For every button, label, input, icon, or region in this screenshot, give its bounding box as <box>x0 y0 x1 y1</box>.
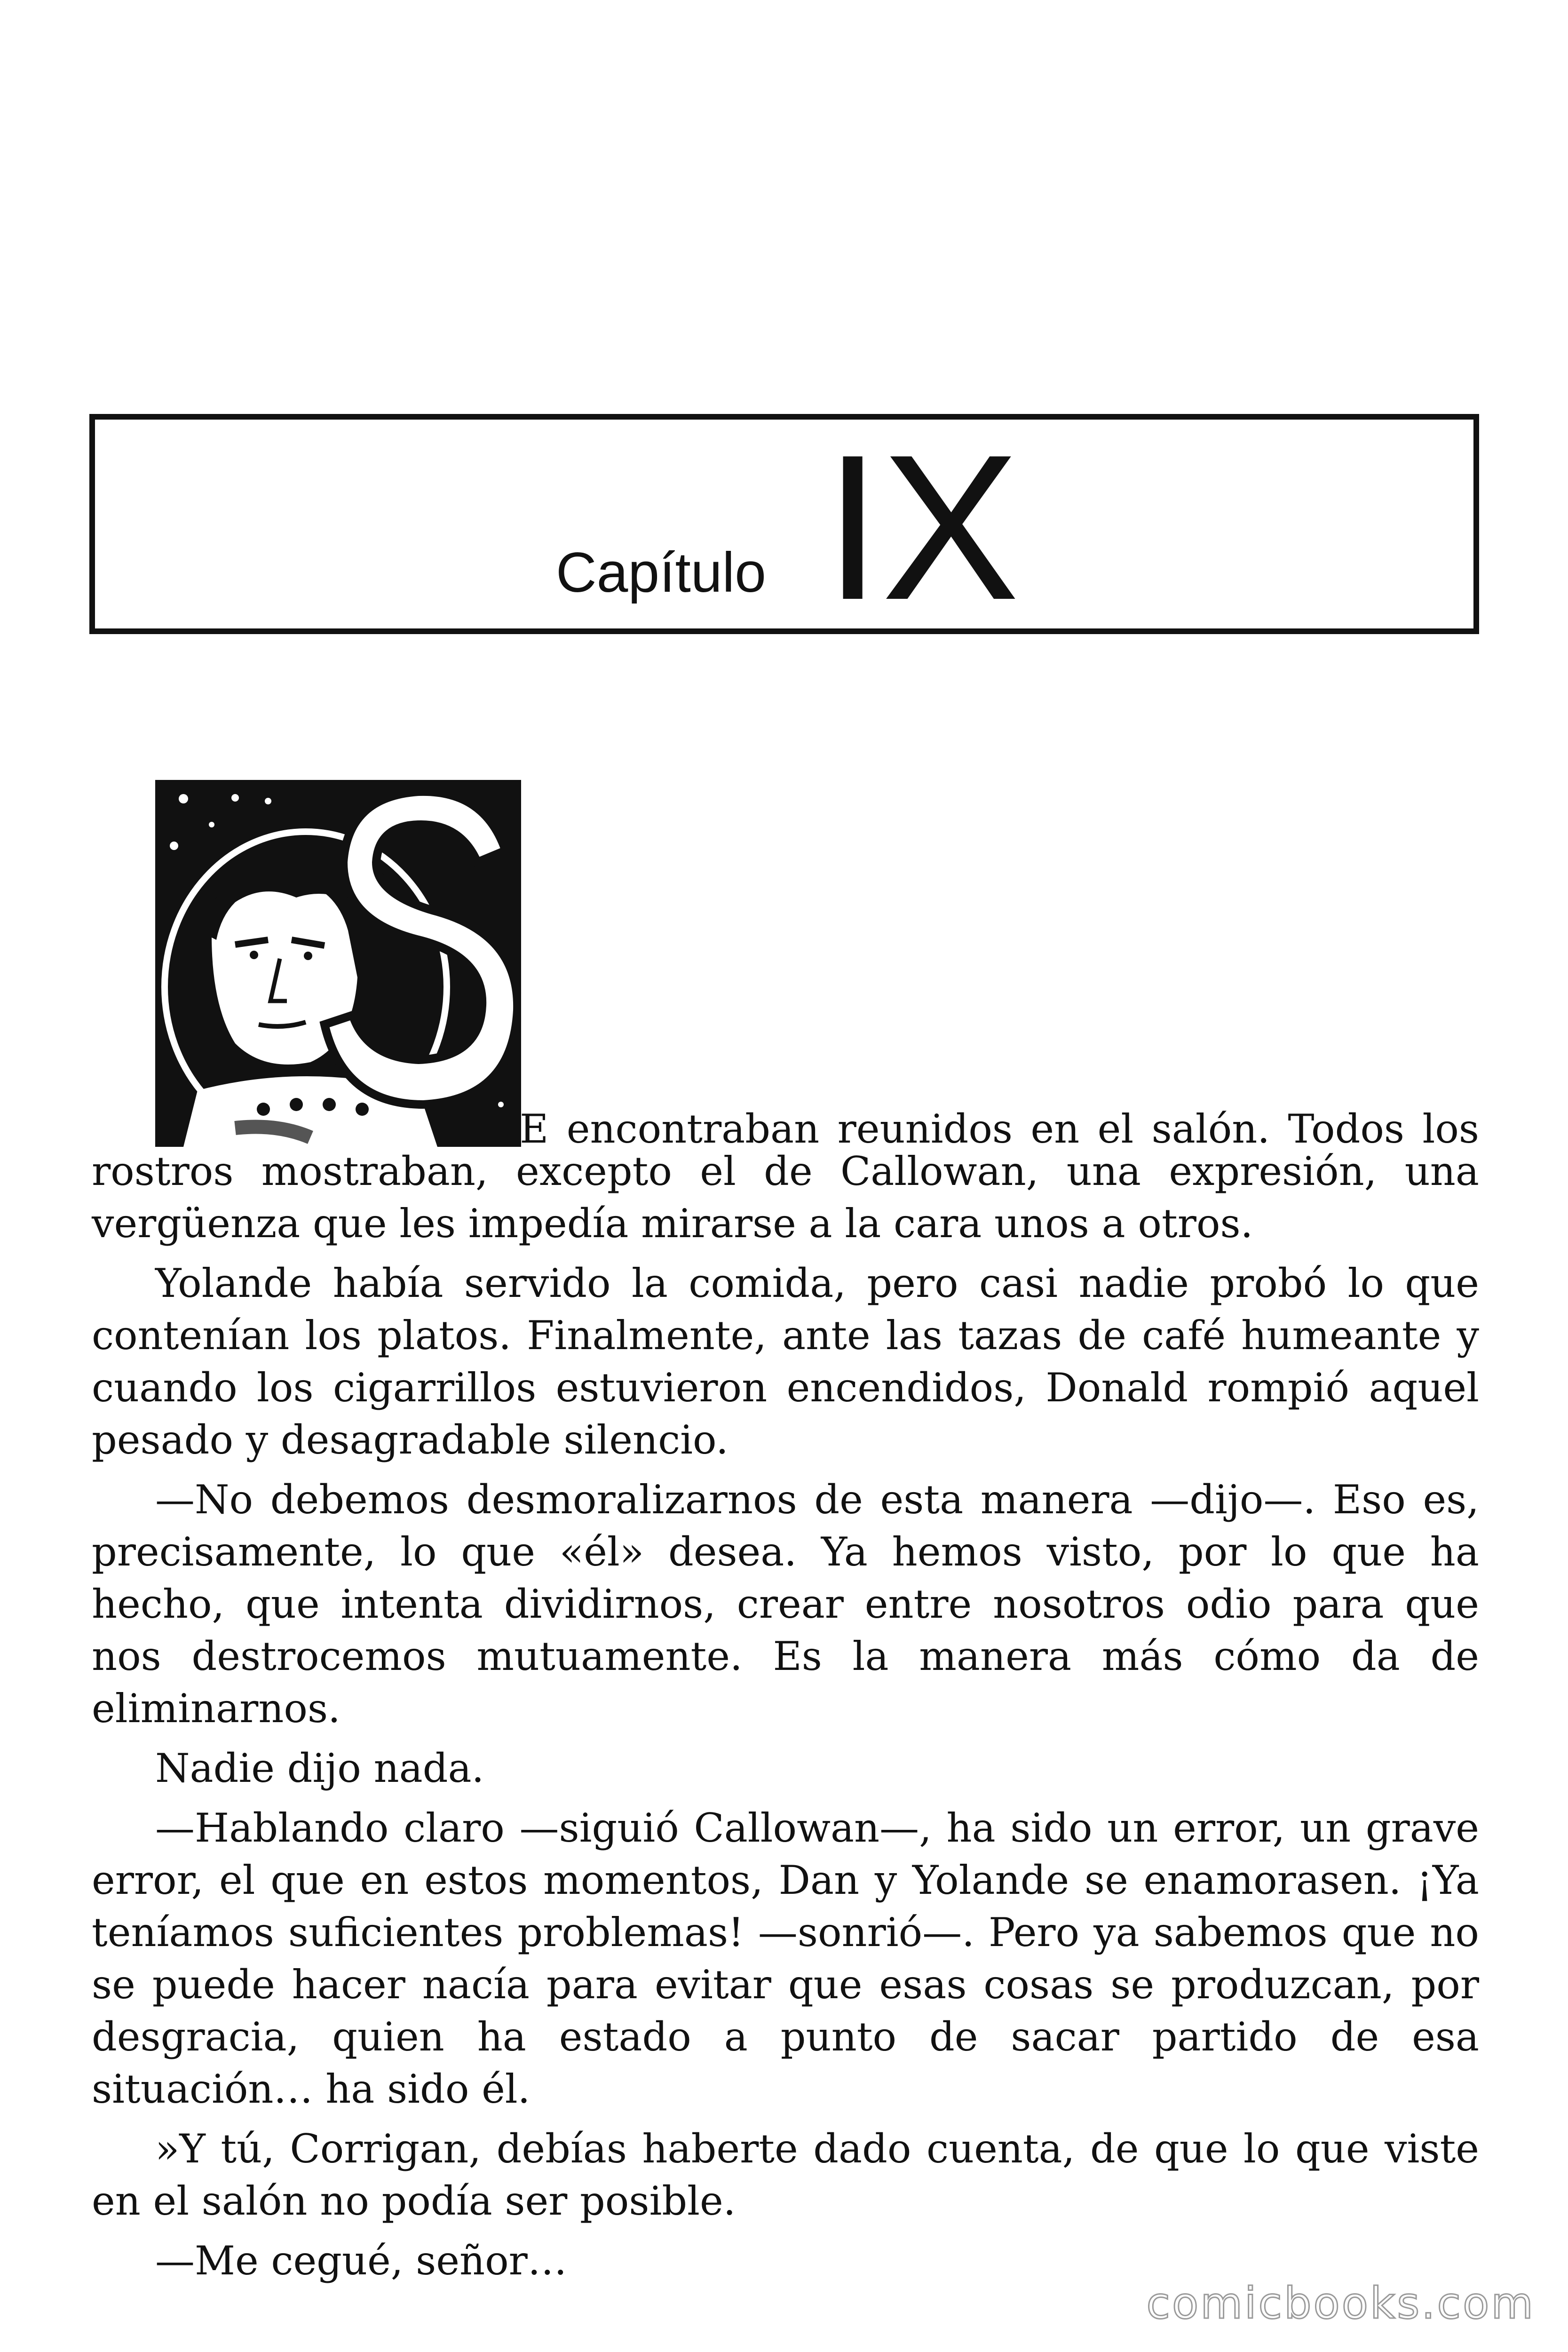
paragraph-1 <box>92 1103 1479 1250</box>
chapter-number: IX <box>824 412 1020 643</box>
paragraph-1-lead: E encontraban reunidos en el salón. Todos los <box>520 1106 1479 1152</box>
paragraph-6: »Y tú, Corrigan, debías haberte dado cuenta, de que lo que viste en el salón no podía ser posible. <box>92 2126 1479 2224</box>
paragraph-5: —Hablando claro —siguió Callowan—, ha sido un error, un grave error, el que en estos momentos, Dan y Yolande se enamorasen. ¡Ya teníamos suficientes problemas! —sonrió—. Pero ya sabemos que no se puede hacer nacía para evitar que esas cosas se produzcan, por desgracia, quien ha estado a punto de sacar partido de esa situación… ha sido él. <box>92 1805 1479 2112</box>
paragraph-1-rest: rostros mostraban, excepto el de Callowan, una expresión, una vergüenza que les impedía mirarse a la cara unos a otros. <box>92 1148 1479 1247</box>
dropcap-illustration <box>155 780 521 1147</box>
paragraph-7: —Me cegué, señor… <box>155 2238 567 2284</box>
watermark: comicbooks.com <box>1146 2278 1535 2328</box>
astronaut-illustration-icon <box>155 780 521 1147</box>
paragraph-4: Nadie dijo nada. <box>155 1745 484 1791</box>
chapter-body-text <box>92 1103 1479 2295</box>
chapter-label: Capítulo <box>556 541 766 604</box>
paragraph-3: —No debemos desmoralizarnos de esta manera —dijo—. Eso es, precisamente, lo que «él» desea. Ya hemos visto, por lo que ha hecho, que intenta dividirnos, crear entre nosotros odio para que nos destrocemos mutuamente. Es la manera más cómo da de eliminarnos. <box>92 1477 1479 1732</box>
chapter-header-box <box>89 412 1479 643</box>
paragraph-2: Yolande había servido la comida, pero casi nadie probó lo que contenían los platos. Finalmente, ante las tazas de café humeante y cuando los cigarrillos estuvieron encendidos, Donald rompió aquel pesado y desagradable silencio. <box>92 1260 1479 1463</box>
